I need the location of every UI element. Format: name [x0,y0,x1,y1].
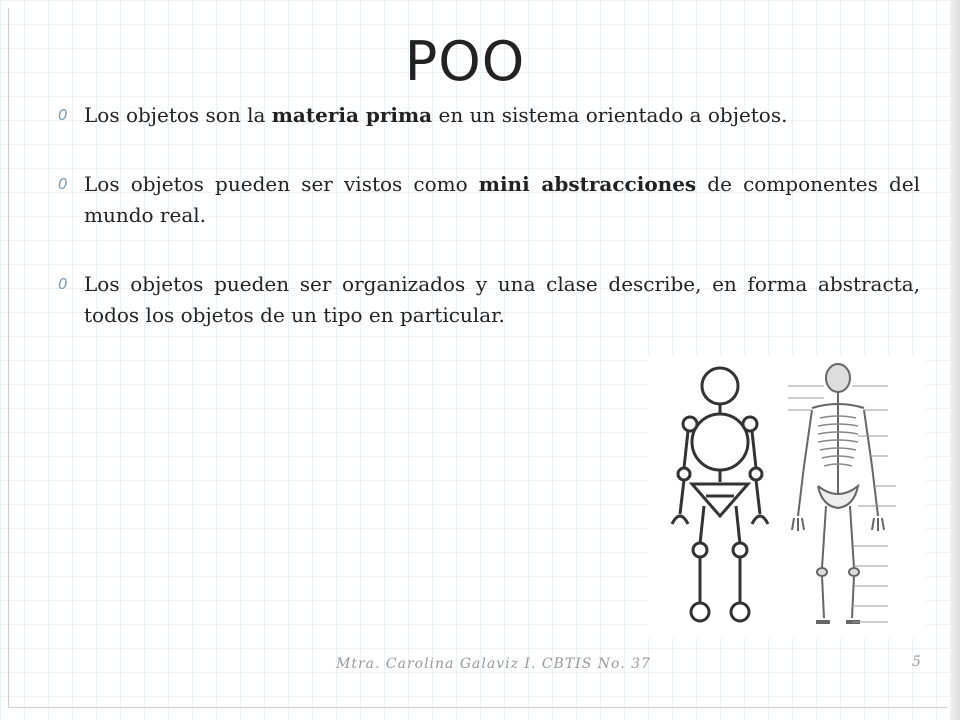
right-stripe [950,0,960,720]
stick-figure [672,368,768,621]
figure-image [648,356,926,638]
bullet-marker: 0 [58,175,68,193]
slide-title: POO [404,30,526,93]
bullet-text: Los objetos son la materia prima en un sistema orientado a objetos. [84,103,788,127]
bold-term: mini abstracciones [478,172,697,196]
bullet-marker: 0 [58,106,68,124]
bullet-marker: 0 [58,275,68,293]
bullet-text: Los objetos pueden ser organizados y una clase describe, en forma abstracta, todos los objetos de un tipo en particular. [84,272,920,327]
bullet-item [58,269,920,331]
bold-term: materia prima [271,103,433,127]
bullet-text: Los objetos pueden ser vistos como mini abstracciones de componentes del mundo real. [84,172,921,227]
bullet-list [58,100,920,369]
footer-author: Mtra. Carolina Galaviz I. CBTIS No. 37 [336,656,651,672]
bullet-item [58,169,920,231]
skeleton-diagram [792,364,884,622]
stick-and-skeleton-illustration [648,356,926,638]
page-number: 5 [912,654,921,670]
bullet-item [58,100,920,131]
